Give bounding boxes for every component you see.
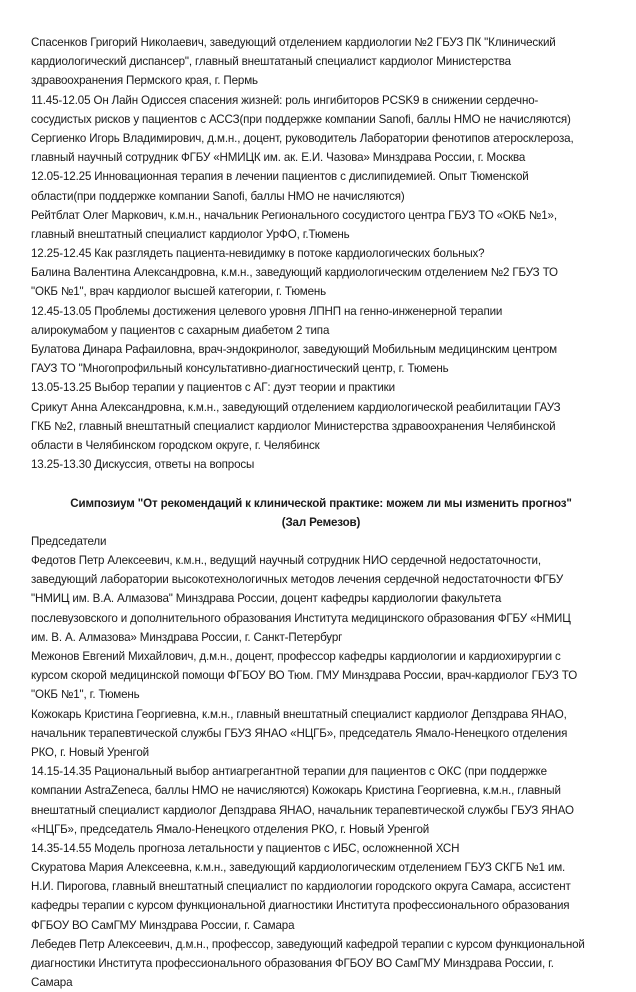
text-line: Н.И. Пирогова, главный внештатный специалист по кардиологии городского округа Самара, ассистент xyxy=(31,880,571,894)
text-line: Рейтблат Олег Маркович, к.м.н., начальник Регионального сосудистого центра ГБУЗ ТО «ОКБ №1», xyxy=(31,208,557,222)
text-line: послевузовского и дополнительного образования Института медицинского образования ФГБУ «НМИЦ xyxy=(31,611,571,625)
text-line: кафедры терапии с курсом функциональной диагностики Института профессионального образования xyxy=(31,899,570,913)
text-line: области(при поддержке компании Sanofi, баллы НМО не начисляются) xyxy=(31,189,405,203)
text-line: Лебедев Петр Алексеевич, д.м.н., профессор, заведующий кафедрой терапии с курсом функциональной xyxy=(31,937,585,951)
text-line: внештатный специалист кардиолог Депздрава ЯНАО, начальник терапевтической службы ГБУЗ ЯНАО xyxy=(31,803,574,817)
text-line: 12.45-13.05 Проблемы достижения целевого уровня ЛПНП на генно-инженерной терапии xyxy=(31,304,503,318)
text-line: 14.15-14.35 Рациональный выбор антиагрегантной терапии для пациентов с ОКС (при поддержке xyxy=(31,765,547,779)
text-line: 12.05-12.25 Инновационная терапия в лечении пациентов с дислипидемией. Опыт Тюменской xyxy=(31,170,529,184)
symposium-hall: (Зал Ремезов) xyxy=(281,515,361,529)
text-line: Кожокарь Кристина Георгиевна, к.м.н., главный внештатный специалист кардиолог Депздрава ЯНАО, xyxy=(31,707,567,721)
text-line: "НМИЦ им. В.А. Алмазова" Минздрава России, доцент кафедры кардиологии факультета xyxy=(31,592,502,606)
text-line: "ОКБ №1", г. Тюмень xyxy=(31,688,140,702)
text-line: ГАУЗ ТО "Многопрофильный консультативно-диагностический центр, г. Тюмень xyxy=(31,362,449,376)
text-line: Председатели xyxy=(31,534,107,548)
text-line: области в Челябинском городском округе, г. Челябинск xyxy=(31,438,320,452)
text-line: диагностики Института профессионального образования ФГБОУ ВО СамГМУ Минздрава России, г. xyxy=(31,957,554,970)
program-block-morning xyxy=(31,33,611,474)
document-page xyxy=(31,33,611,992)
text-line: 11.45-12.05 Он Лайн Одиссея спасения жизней: роль ингибиторов PCSK9 в снижении сердечно- xyxy=(31,93,539,107)
text-line: компании AstraZeneca, баллы НМО не начисляются) Кожокарь Кристина Георгиевна, к.м.н., главный xyxy=(31,784,561,798)
text-line: курсом скорой медицинской помощи ФГБОУ ВО Тюм. ГМУ Минздрава России, врач-кардиолог ГБУЗ ТО xyxy=(31,669,578,683)
program-block-symposium xyxy=(31,532,611,992)
text-line: Межонов Евгений Михайлович, д.м.н., доцент, профессор кафедры кардиологии и кардиохирургии с xyxy=(31,650,561,663)
text-line: 13.25-13.30 Дискуссия, ответы на вопросы xyxy=(31,458,255,472)
symposium-title: Симпозиум "От рекомендаций к клинической практике: можем ли мы изменить прогноз" xyxy=(70,496,572,510)
text-line: ГКБ №2, главный внештатный специалист кардиолог Министерства здравоохранения Челябинской xyxy=(31,419,556,433)
text-line: Спасенков Григорий Николаевич, заведующий отделением кардиологии №2 ГБУЗ ПК "Клинический xyxy=(31,36,556,49)
text-line: РКО, г. Новый Уренгой xyxy=(31,745,149,759)
text-line: Федотов Петр Алексеевич, к.м.н., ведущий научный сотрудник НИО сердечной недостаточности, xyxy=(31,554,541,568)
text-line: заведующий лаборатории высокотехнологичных методов лечения сердечной недостаточности ФГБУ xyxy=(31,573,564,587)
text-line: здравоохранения Пермского края, г. Пермь xyxy=(31,74,258,88)
text-line: главный внештатный специалист кардиолог УрФО, г.Тюмень xyxy=(31,227,350,241)
text-line: Сергиенко Игорь Владимирович, д.м.н., доцент, руководитель Лаборатории фенотипов атеросклероза, xyxy=(31,131,574,145)
text-line: "ОКБ №1", врач кардиолог высшей категории, г. Тюмень xyxy=(31,285,327,299)
text-line: ФГБОУ ВО СамГМУ Минздрава России, г. Самара xyxy=(31,918,295,932)
text-line: «НЦГБ», председатель Ямало-Ненецкого отделения РКО, г. Новый Уренгой xyxy=(31,822,430,836)
text-line: Самара xyxy=(31,976,73,990)
text-line: Булатова Динара Рафаиловна, врач-эндокринолог, заведующий Мобильным медицинским центром xyxy=(31,343,557,356)
text-line: главный научный сотрудник ФГБУ «НМИЦК им. ак. Е.И. Чазова» Минздрава России, г. Москва xyxy=(31,151,526,165)
text-line: 14.35-14.55 Модель прогноза летальности у пациентов с ИБС, осложненной ХСН xyxy=(31,841,460,855)
text-line: кардиологический диспансер", главный внештатаный специалист кардиолог Министерства xyxy=(31,55,511,69)
text-line: сосудистых рисков у пациентов с АССЗ(при поддержке компании Sanofi, баллы НМО не начисляются) xyxy=(31,112,571,126)
text-line: Срикут Анна Александровна, к.м.н., заведующий отделением кардиологической реабилитации ГАУЗ xyxy=(31,400,561,414)
text-line: 12.25-12.45 Как разглядеть пациента-невидимку в потоке кардиологических больных? xyxy=(31,247,485,261)
spacer xyxy=(31,474,611,493)
text-line: Скуратова Мария Алексеевна, к.м.н., заведующий кардиологическим отделением ГБУЗ СКГБ №1 им. xyxy=(31,861,566,875)
text-line: Балина Валентина Александровна, к.м.н., заведующий кардиологическим отделением №2 ГБУЗ ТО xyxy=(31,266,558,280)
text-line: 13.05-13.25 Выбор терапии у пациентов с АГ: дуэт теории и практики xyxy=(31,381,395,395)
text-line: начальник терапевтической службы ГБУЗ ЯНАО «НЦГБ», председатель Ямало-Ненецкого отделения xyxy=(31,726,568,740)
text-line: алирокумабом у пациентов с сахарным диабетом 2 типа xyxy=(31,323,330,337)
text-line: им. В. А. Алмазова» Минздрава России, г. Санкт-Петербург xyxy=(31,630,343,644)
